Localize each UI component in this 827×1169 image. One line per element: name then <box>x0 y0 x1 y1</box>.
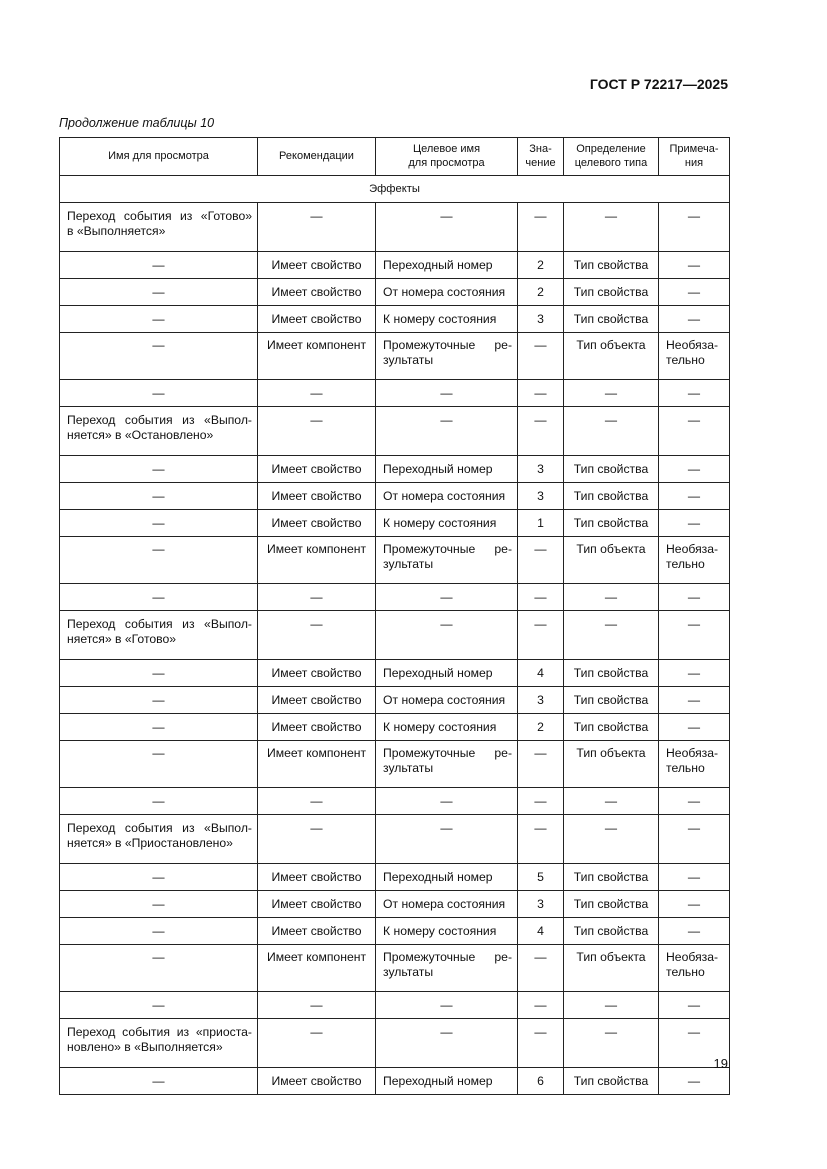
property-row <box>60 1068 730 1095</box>
target-name-cell: К номеру состояния <box>376 510 518 537</box>
dash-cell: — <box>258 992 376 1019</box>
dash-cell: — <box>258 1019 376 1068</box>
dash-cell: — <box>659 584 730 611</box>
property-row <box>60 687 730 714</box>
recommendation-cell: Имеет свойство <box>258 252 376 279</box>
dash-cell: — <box>659 714 730 741</box>
dash-cell: — <box>376 380 518 407</box>
dash-cell: — <box>376 992 518 1019</box>
dash-cell: — <box>659 510 730 537</box>
target-type-cell: Тип свойства <box>564 687 659 714</box>
dash-cell: — <box>258 815 376 864</box>
dash-cell: — <box>60 992 258 1019</box>
target-type-cell: Тип свойства <box>564 279 659 306</box>
dash-cell: — <box>60 687 258 714</box>
dash-cell: — <box>376 407 518 456</box>
dash-cell: — <box>518 611 564 660</box>
value-cell: 3 <box>518 483 564 510</box>
event-name-cell: Переход события из «приоста- новлено» в «Выполняется» <box>60 1019 258 1068</box>
value-cell: 2 <box>518 252 564 279</box>
dash-cell: — <box>376 611 518 660</box>
section-row <box>60 176 730 203</box>
col-header-target-type: Определение целевого типа <box>564 138 659 176</box>
dash-cell: — <box>659 456 730 483</box>
note-cell: Необяза- тельно <box>659 945 730 992</box>
dash-cell: — <box>564 1019 659 1068</box>
recommendation-cell: Имеет свойство <box>258 1068 376 1095</box>
target-type-cell: Тип свойства <box>564 1068 659 1095</box>
col-header-target-name: Целевое имя для просмотра <box>376 138 518 176</box>
dash-cell: — <box>518 584 564 611</box>
event-row <box>60 1019 730 1068</box>
value-cell: 4 <box>518 918 564 945</box>
dash-cell: — <box>258 203 376 252</box>
target-type-cell: Тип свойства <box>564 252 659 279</box>
dash-cell: — <box>564 203 659 252</box>
dash-cell: — <box>258 407 376 456</box>
dash-cell: — <box>60 333 258 380</box>
target-type-cell: Тип свойства <box>564 510 659 537</box>
header-row <box>60 138 730 176</box>
dash-cell: — <box>60 741 258 788</box>
dash-cell: — <box>659 864 730 891</box>
target-name-cell: К номеру состояния <box>376 306 518 333</box>
event-row <box>60 815 730 864</box>
property-row <box>60 456 730 483</box>
value-cell: 4 <box>518 660 564 687</box>
dash-cell: — <box>60 714 258 741</box>
recommendation-cell: Имеет свойство <box>258 660 376 687</box>
target-name-cell: От номера состояния <box>376 687 518 714</box>
dash-cell: — <box>60 306 258 333</box>
component-row <box>60 945 730 992</box>
effects-table <box>59 137 730 1095</box>
recommendation-cell: Имеет свойство <box>258 714 376 741</box>
dash-cell: — <box>659 380 730 407</box>
dash-cell: — <box>518 1019 564 1068</box>
dash-cell: — <box>659 687 730 714</box>
empty-row <box>60 788 730 815</box>
dash-cell: — <box>659 788 730 815</box>
dash-cell: — <box>376 788 518 815</box>
dash-cell: — <box>60 918 258 945</box>
component-row <box>60 741 730 788</box>
dash-cell: — <box>518 380 564 407</box>
section-title: Эффекты <box>60 176 730 203</box>
value-cell: 3 <box>518 687 564 714</box>
dash-cell: — <box>659 815 730 864</box>
target-type-cell: Тип свойства <box>564 918 659 945</box>
dash-cell: — <box>659 203 730 252</box>
recommendation-cell: Имеет свойство <box>258 891 376 918</box>
dash-cell: — <box>60 252 258 279</box>
target-name-cell: Переходный номер <box>376 864 518 891</box>
target-type-cell: Тип объекта <box>564 945 659 992</box>
target-name-cell: Переходный номер <box>376 660 518 687</box>
property-row <box>60 483 730 510</box>
dash-cell: — <box>518 203 564 252</box>
target-type-cell: Тип свойства <box>564 891 659 918</box>
document-code: ГОСТ Р 72217—2025 <box>589 76 728 92</box>
dash-cell: — <box>659 279 730 306</box>
dash-cell: — <box>60 788 258 815</box>
dash-cell: — <box>659 611 730 660</box>
property-row <box>60 918 730 945</box>
note-cell: Необяза- тельно <box>659 537 730 584</box>
dash-cell: — <box>376 584 518 611</box>
col-header-name: Имя для просмотра <box>60 138 258 176</box>
dash-cell: — <box>258 788 376 815</box>
dash-cell: — <box>376 1019 518 1068</box>
event-name-cell: Переход события из «Выпол- няется» в «Готово» <box>60 611 258 660</box>
dash-cell: — <box>659 992 730 1019</box>
dash-cell: — <box>518 537 564 584</box>
event-name-cell: Переход события из «Готово» в «Выполняется» <box>60 203 258 252</box>
dash-cell: — <box>60 380 258 407</box>
value-cell: 3 <box>518 891 564 918</box>
component-row <box>60 333 730 380</box>
event-row <box>60 407 730 456</box>
target-name-cell: Промежуточные ре- зультаты <box>376 945 518 992</box>
recommendation-cell: Имеет свойство <box>258 687 376 714</box>
target-name-cell: Промежуточные ре- зультаты <box>376 741 518 788</box>
recommendation-cell: Имеет свойство <box>258 510 376 537</box>
empty-row <box>60 584 730 611</box>
dash-cell: — <box>659 483 730 510</box>
recommendation-cell: Имеет компонент <box>258 741 376 788</box>
target-name-cell: Переходный номер <box>376 252 518 279</box>
dash-cell: — <box>258 584 376 611</box>
recommendation-cell: Имеет свойство <box>258 918 376 945</box>
dash-cell: — <box>258 380 376 407</box>
dash-cell: — <box>60 537 258 584</box>
recommendation-cell: Имеет свойство <box>258 456 376 483</box>
empty-row <box>60 380 730 407</box>
target-name-cell: Переходный номер <box>376 456 518 483</box>
target-name-cell: К номеру состояния <box>376 918 518 945</box>
target-type-cell: Тип объекта <box>564 333 659 380</box>
dash-cell: — <box>659 891 730 918</box>
value-cell: 2 <box>518 714 564 741</box>
event-row <box>60 203 730 252</box>
dash-cell: — <box>564 611 659 660</box>
dash-cell: — <box>659 252 730 279</box>
dash-cell: — <box>376 203 518 252</box>
dash-cell: — <box>659 918 730 945</box>
target-name-cell: Промежуточные ре- зультаты <box>376 333 518 380</box>
col-header-notes: Примеча- ния <box>659 138 730 176</box>
target-name-cell: Промежуточные ре- зультаты <box>376 537 518 584</box>
dash-cell: — <box>60 483 258 510</box>
dash-cell: — <box>518 788 564 815</box>
dash-cell: — <box>258 611 376 660</box>
dash-cell: — <box>564 788 659 815</box>
recommendation-cell: Имеет компонент <box>258 537 376 584</box>
recommendation-cell: Имеет свойство <box>258 306 376 333</box>
note-cell: Необяза- тельно <box>659 333 730 380</box>
dash-cell: — <box>60 456 258 483</box>
note-cell: Необяза- тельно <box>659 741 730 788</box>
dash-cell: — <box>60 945 258 992</box>
dash-cell: — <box>659 306 730 333</box>
value-cell: 5 <box>518 864 564 891</box>
dash-cell: — <box>60 510 258 537</box>
value-cell: 6 <box>518 1068 564 1095</box>
dash-cell: — <box>60 864 258 891</box>
dash-cell: — <box>564 380 659 407</box>
dash-cell: — <box>659 1068 730 1095</box>
dash-cell: — <box>518 407 564 456</box>
dash-cell: — <box>376 815 518 864</box>
property-row <box>60 864 730 891</box>
target-type-cell: Тип объекта <box>564 741 659 788</box>
event-name-cell: Переход события из «Выпол- няется» в «Приостановлено» <box>60 815 258 864</box>
target-name-cell: К номеру состояния <box>376 714 518 741</box>
recommendation-cell: Имеет свойство <box>258 483 376 510</box>
col-header-recommendations: Рекомендации <box>258 138 376 176</box>
dash-cell: — <box>60 660 258 687</box>
empty-row <box>60 992 730 1019</box>
dash-cell: — <box>518 945 564 992</box>
dash-cell: — <box>518 333 564 380</box>
value-cell: 3 <box>518 306 564 333</box>
target-name-cell: Переходный номер <box>376 1068 518 1095</box>
target-name-cell: От номера состояния <box>376 483 518 510</box>
target-name-cell: От номера состояния <box>376 279 518 306</box>
recommendation-cell: Имеет свойство <box>258 279 376 306</box>
target-type-cell: Тип свойства <box>564 306 659 333</box>
value-cell: 2 <box>518 279 564 306</box>
dash-cell: — <box>659 660 730 687</box>
dash-cell: — <box>659 407 730 456</box>
target-name-cell: От номера состояния <box>376 891 518 918</box>
target-type-cell: Тип свойства <box>564 483 659 510</box>
dash-cell: — <box>60 1068 258 1095</box>
event-name-cell: Переход события из «Выпол- няется» в «Остановлено» <box>60 407 258 456</box>
table-caption: Продолжение таблицы 10 <box>59 116 215 130</box>
target-type-cell: Тип свойства <box>564 864 659 891</box>
property-row <box>60 660 730 687</box>
dash-cell: — <box>60 584 258 611</box>
dash-cell: — <box>564 407 659 456</box>
recommendation-cell: Имеет компонент <box>258 945 376 992</box>
event-row <box>60 611 730 660</box>
dash-cell: — <box>60 279 258 306</box>
dash-cell: — <box>518 815 564 864</box>
target-type-cell: Тип свойства <box>564 660 659 687</box>
target-type-cell: Тип свойства <box>564 714 659 741</box>
property-row <box>60 510 730 537</box>
dash-cell: — <box>60 891 258 918</box>
dash-cell: — <box>518 992 564 1019</box>
property-row <box>60 891 730 918</box>
dash-cell: — <box>564 815 659 864</box>
page-number: 19 <box>713 1056 728 1071</box>
dash-cell: — <box>564 584 659 611</box>
property-row <box>60 252 730 279</box>
component-row <box>60 537 730 584</box>
recommendation-cell: Имеет компонент <box>258 333 376 380</box>
property-row <box>60 306 730 333</box>
value-cell: 3 <box>518 456 564 483</box>
col-header-value: Зна- чение <box>518 138 564 176</box>
target-type-cell: Тип объекта <box>564 537 659 584</box>
target-type-cell: Тип свойства <box>564 456 659 483</box>
dash-cell: — <box>659 1019 730 1068</box>
property-row <box>60 279 730 306</box>
dash-cell: — <box>564 992 659 1019</box>
property-row <box>60 714 730 741</box>
dash-cell: — <box>518 741 564 788</box>
value-cell: 1 <box>518 510 564 537</box>
recommendation-cell: Имеет свойство <box>258 864 376 891</box>
